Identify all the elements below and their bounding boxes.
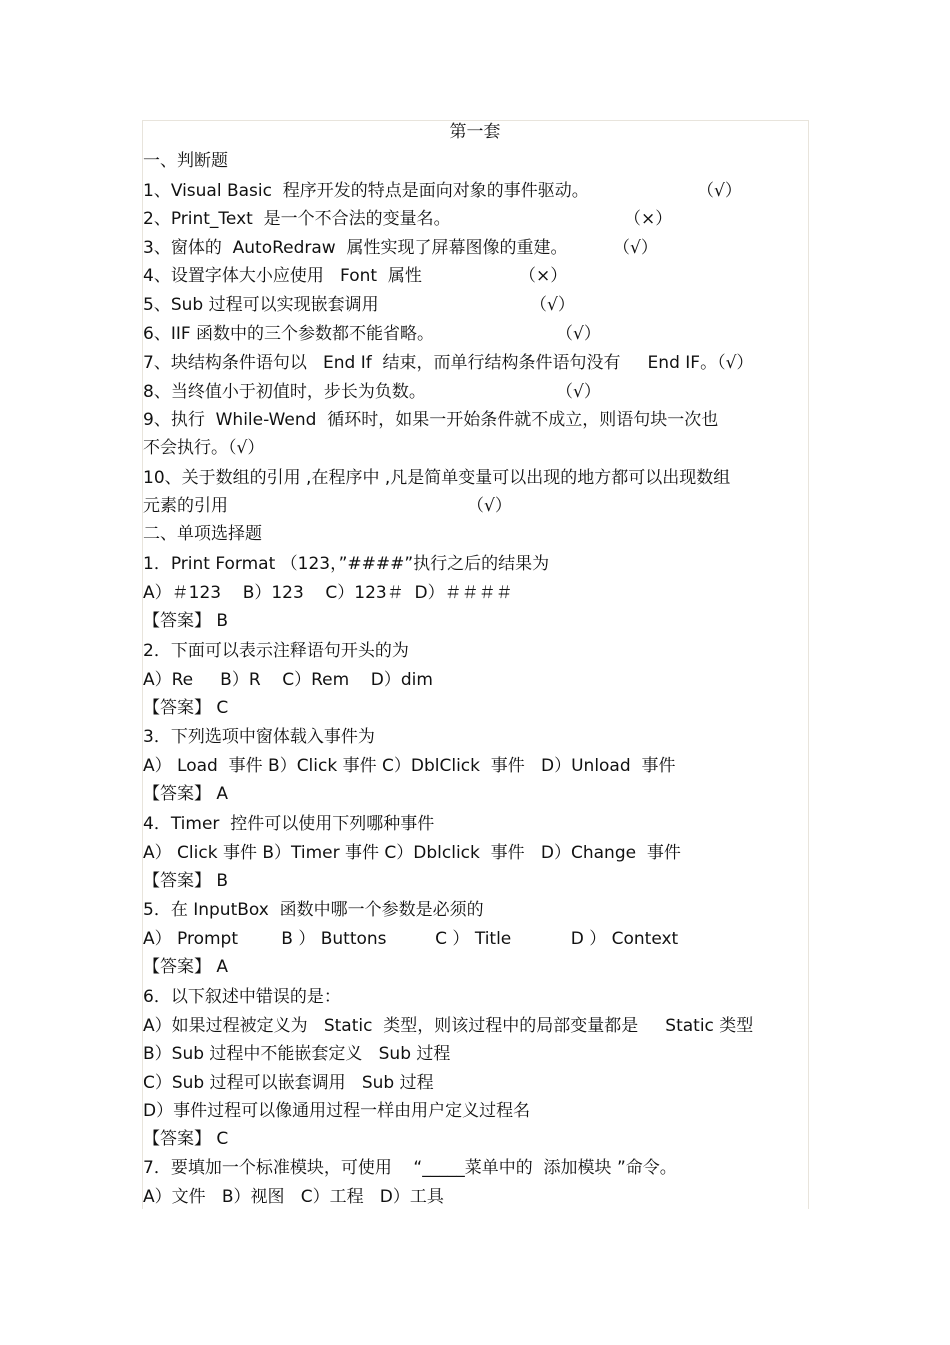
question-6-option-a: A）如果过程被定义为 Static 类型，则该过程中的局部变量都是 Static 类型 bbox=[143, 1016, 754, 1036]
question-6-option-d: D）事件过程可以像通用过程一样由用户定义过程名 bbox=[143, 1101, 531, 1121]
question-1: 1．Print Format （123，”####”执行之后的结果为 bbox=[143, 554, 550, 574]
judgement-item-2: 2、Print_Text 是一个不合法的变量名。 bbox=[143, 209, 451, 229]
section-heading-choice: 二、单项选择题 bbox=[143, 524, 262, 544]
judgement-item-1: 1、Visual Basic 程序开发的特点是面向对象的事件驱动。 bbox=[143, 181, 589, 201]
question-1-options: A）＃123 B）123 C）123＃ D）＃＃＃＃ bbox=[143, 583, 513, 603]
question-3-answer: 【答案】 A bbox=[143, 784, 229, 804]
judgement-item-6: 6、IIF 函数中的三个参数都不能省略。 bbox=[143, 324, 435, 344]
question-2-answer: 【答案】 C bbox=[143, 698, 229, 718]
judgement-answer-2: （×） bbox=[624, 209, 673, 229]
question-2: 2．下面可以表示注释语句开头的为 bbox=[143, 641, 409, 661]
question-6: 6．以下叙述中错误的是： bbox=[143, 987, 341, 1007]
judgement-answer-5: （√） bbox=[530, 295, 575, 315]
judgement-item-5: 5、Sub 过程可以实现嵌套调用 bbox=[143, 295, 379, 315]
question-4: 4．Timer 控件可以使用下列哪种事件 bbox=[143, 814, 435, 834]
question-7: 7．要填加一个标准模块，可使用 “_____菜单中的 添加模块 ”命令。 bbox=[143, 1158, 677, 1178]
judgement-answer-4: （×） bbox=[519, 266, 568, 286]
judgement-item-7: 7、块结构条件语句以 End If 结束，而单行结构条件语句没有 End IF。（√） bbox=[143, 353, 754, 373]
question-1-answer: 【答案】 B bbox=[143, 611, 229, 631]
question-6-option-b: B）Sub 过程中不能嵌套定义 Sub 过程 bbox=[143, 1044, 451, 1064]
question-4-answer: 【答案】 B bbox=[143, 871, 229, 891]
judgement-item-8: 8、当终值小于初值时，步长为负数。 bbox=[143, 382, 426, 402]
question-6-answer: 【答案】 C bbox=[143, 1129, 229, 1149]
judgement-item-4: 4、设置字体大小应使用 Font 属性 bbox=[143, 266, 422, 286]
question-6-option-c: C）Sub 过程可以嵌套调用 Sub 过程 bbox=[143, 1073, 434, 1093]
question-7-options: A）文件 B）视图 C）工程 D）工具 bbox=[143, 1187, 444, 1207]
question-3-options: A） Load 事件 B）Click 事件 C）DblClick 事件 D）Unload 事件 bbox=[143, 756, 676, 776]
judgement-item-3: 3、窗体的 AutoRedraw 属性实现了屏幕图像的重建。 bbox=[143, 238, 568, 258]
judgement-answer-8: （√） bbox=[556, 382, 601, 402]
question-3: 3．下列选项中窗体载入事件为 bbox=[143, 727, 375, 747]
judgement-item-9-line2: 不会执行。（√） bbox=[143, 438, 265, 458]
question-2-options: A）Re B）R C）Rem D）dim bbox=[143, 670, 433, 690]
judgement-item-9-line1: 9、执行 While-Wend 循环时，如果一开始条件就不成立，则语句块一次也 bbox=[143, 410, 719, 430]
question-4-options: A） Click 事件 B）Timer 事件 C）Dblclick 事件 D）Change 事件 bbox=[143, 843, 681, 863]
question-5: 5．在 InputBox 函数中哪一个参数是必须的 bbox=[143, 900, 484, 920]
judgement-answer-1: （√） bbox=[697, 181, 742, 201]
question-5-answer: 【答案】 A bbox=[143, 957, 229, 977]
section-heading-judgement: 一、判断题 bbox=[143, 151, 228, 171]
judgement-item-10-line2: 元素的引用 bbox=[143, 496, 228, 516]
page-title: 第一套 bbox=[449, 122, 501, 142]
judgement-answer-10: （√） bbox=[467, 496, 512, 516]
judgement-item-10-line1: 10、关于数组的引用 ,在程序中 ,凡是简单变量可以出现的地方都可以出现数组 bbox=[143, 468, 731, 488]
judgement-answer-3: （√） bbox=[613, 238, 658, 258]
question-5-options: A） Prompt B ） Buttons C ） Title D ） Context bbox=[143, 929, 679, 949]
judgement-answer-6: （√） bbox=[556, 324, 601, 344]
